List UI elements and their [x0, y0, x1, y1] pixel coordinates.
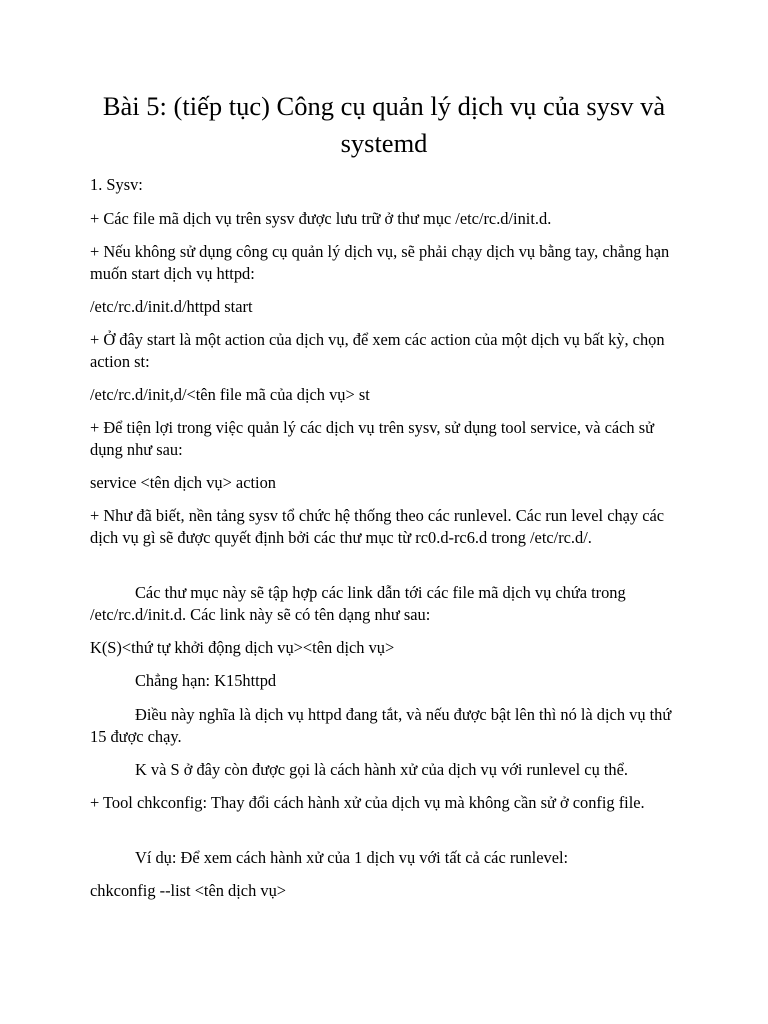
- paragraph-tool-service: + Để tiện lợi trong việc quản lý các dịch vụ trên sysv, sử dụng tool service, và cách sử dụng như sau:: [90, 418, 654, 459]
- paragraph-manual-start: + Nếu không sử dụng công cụ quản lý dịch vụ, sẽ phải chạy dịch vụ bằng tay, chẳng hạn muốn start dịch vụ httpd:: [90, 242, 670, 283]
- paragraph-runlevel: + Như đã biết, nền tảng sysv tổ chức hệ thống theo các runlevel. Các run level chạy các dịch vụ gì sẽ được quyết định bởi các thư mục từ rc0.d-rc6.d trong /etc/rc.d/.: [90, 506, 665, 547]
- code-chkconfig-list: chkconfig --list <tên dịch vụ>: [90, 881, 287, 900]
- code-action-st: /etc/rc.d/init,d/<tên file mã của dịch vụ> st: [90, 385, 370, 404]
- paragraph-example-link: Chẳng hạn: K15httpd: [135, 671, 277, 690]
- paragraph-action: + Ở đây start là một action của dịch vụ, để xem các action của một dịch vụ bất kỳ, chọn action st:: [90, 330, 665, 371]
- page-title: Bài 5: (tiếp tục) Công cụ quản lý dịch vụ của sysv và systemd: [102, 91, 666, 158]
- paragraph-meaning: Điều này nghĩa là dịch vụ httpd đang tắt, và nếu được bật lên thì nó là dịch vụ thứ 15 được chạy.: [90, 705, 672, 746]
- paragraph-example-chkconfig: Ví dụ: Để xem cách hành xử của 1 dịch vụ với tất cả các runlevel:: [135, 848, 569, 867]
- section-heading-sysv: 1. Sysv:: [90, 175, 143, 194]
- code-httpd-start: /etc/rc.d/init.d/httpd start: [90, 297, 253, 316]
- paragraph-k-and-s: K và S ở đây còn được gọi là cách hành xử của dịch vụ với runlevel cụ thể.: [135, 760, 628, 779]
- paragraph-links: Các thư mục này sẽ tập hợp các link dẫn tới các file mã dịch vụ chứa trong /etc/rc.d/init.d. Các link này sẽ có tên dạng như sau:: [90, 583, 626, 624]
- paragraph-chkconfig: + Tool chkconfig: Thay đổi cách hành xử của dịch vụ mà không cần sử ở config file.: [90, 793, 645, 812]
- code-link-format: K(S)<thứ tự khởi động dịch vụ><tên dịch vụ>: [90, 638, 395, 657]
- paragraph-file-location: + Các file mã dịch vụ trên sysv được lưu trữ ở thư mục /etc/rc.d/init.d.: [90, 209, 552, 228]
- code-service-usage: service <tên dịch vụ> action: [90, 473, 276, 492]
